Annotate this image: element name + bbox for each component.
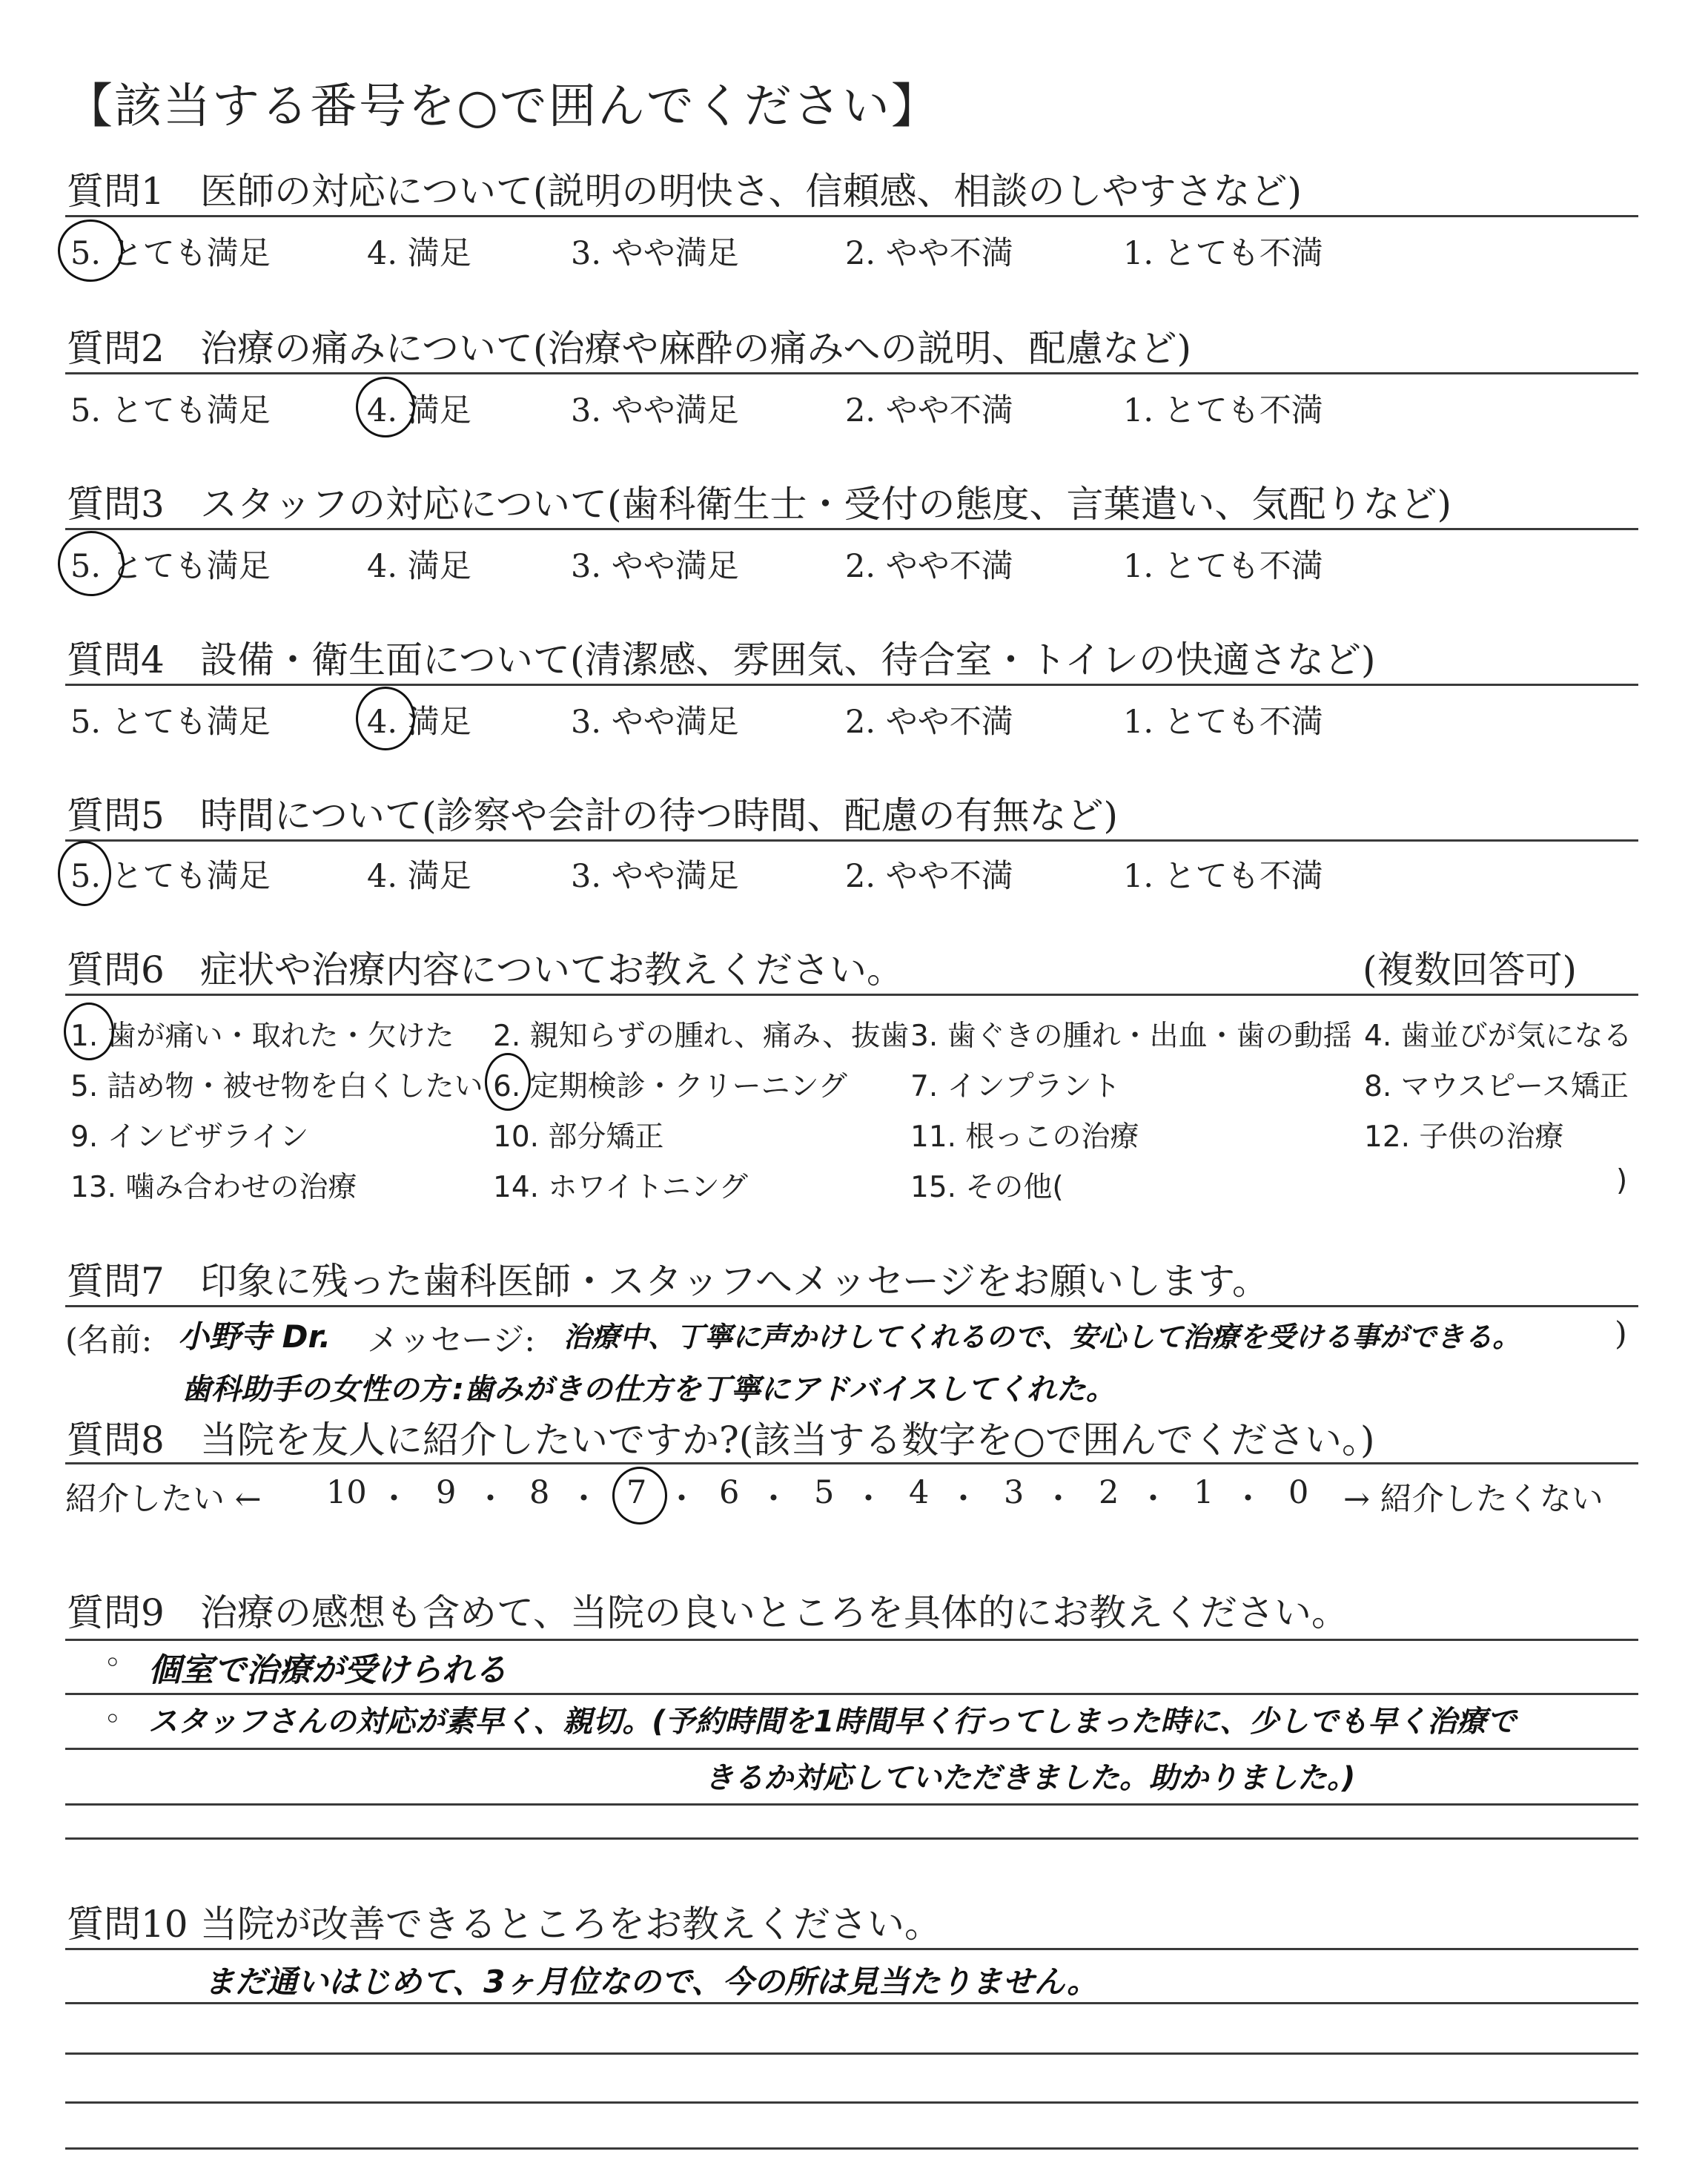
divider	[65, 1462, 1638, 1464]
q10-label: 質問10	[67, 1903, 188, 1946]
q3-text: スタッフの対応について(歯科衛生士・受付の態度、言葉遣い、気配りなど)	[200, 483, 1452, 526]
q2-label: 質問2	[67, 327, 165, 370]
q6-option-4[interactable]: 4. 歯並びが気になる	[1364, 1020, 1632, 1053]
q5-option-4[interactable]: 4. 満足	[367, 858, 471, 895]
q8-scale-dot: ・	[758, 1481, 790, 1518]
q8-scale-9[interactable]: 9	[436, 1474, 457, 1511]
answer-line	[65, 1803, 1638, 1806]
divider	[65, 372, 1638, 374]
q2-option-2[interactable]: 2. やや不満	[845, 392, 1013, 429]
q3-option-1[interactable]: 1. とても不満	[1123, 548, 1323, 585]
q6-answer-circle-1	[64, 1003, 114, 1060]
divider	[65, 839, 1638, 842]
q6-option-6[interactable]: 6. 定期検診・クリーニング	[493, 1070, 847, 1103]
q7-message-answer-1[interactable]: 治療中、丁寧に声かけしてくれるので、安心して治療を受ける事ができる。	[563, 1321, 1521, 1353]
divider	[65, 215, 1638, 217]
q8-scale-1[interactable]: 1	[1194, 1474, 1214, 1511]
q1-text: 医師の対応について(説明の明快さ、信頼感、相談のしやすさなど)	[200, 170, 1302, 213]
q8-scale-7[interactable]: 7	[626, 1474, 647, 1511]
q7-label: 質問7	[67, 1260, 165, 1303]
q6-option-10[interactable]: 10. 部分矯正	[493, 1120, 664, 1154]
q1-option-3[interactable]: 3. やや満足	[571, 235, 739, 272]
q1-answer-circle	[58, 219, 123, 282]
q7-text: 印象に残った歯科医師・スタッフへメッセージをお願いします。	[200, 1260, 1269, 1303]
q8-scale-dot: ・	[1042, 1481, 1074, 1518]
q1-option-1[interactable]: 1. とても不満	[1123, 235, 1323, 272]
answer-line	[65, 1693, 1638, 1695]
q7-message-answer-2[interactable]: :歯みがきの仕方を丁寧にアドバイスしてくれた。	[452, 1373, 1116, 1407]
q3-option-4[interactable]: 4. 満足	[367, 548, 471, 585]
answer-line	[65, 2147, 1638, 2150]
q6-option-12[interactable]: 12. 子供の治療	[1364, 1120, 1564, 1154]
q2-option-4[interactable]: 4. 満足	[367, 392, 471, 429]
q8-scale-5[interactable]: 5	[814, 1474, 835, 1511]
q7-name-answer-2[interactable]: 歯科助手の女性の方	[182, 1373, 448, 1407]
page-title: 【該当する番号を○で囲んでください】	[65, 79, 940, 134]
divider	[65, 684, 1638, 686]
divider	[65, 528, 1638, 530]
answer-line	[65, 1748, 1638, 1750]
divider	[65, 1948, 1638, 1950]
q8-scale-dot: ・	[1232, 1481, 1264, 1518]
q3-option-5[interactable]: 5. とても満足	[70, 548, 271, 585]
q1-option-2[interactable]: 2. やや不満	[845, 235, 1013, 272]
q8-scale-dot: ・	[853, 1481, 884, 1518]
q8-scale-dot: ・	[474, 1481, 506, 1518]
q9-label: 質問9	[67, 1591, 165, 1634]
q5-text: 時間について(診察や会計の待つ時間、配慮の有無など)	[200, 794, 1119, 837]
q10-text: 当院が改善できるところをお教えください。	[200, 1903, 941, 1946]
q8-scale-dot: ・	[378, 1481, 410, 1518]
q3-option-2[interactable]: 2. やや不満	[845, 548, 1013, 585]
q6-text: 症状や治療内容についてお教えください。	[200, 948, 904, 991]
q2-text: 治療の痛みについて(治療や麻酔の痛みへの説明、配慮など)	[200, 327, 1192, 370]
q8-scale-10[interactable]: 10	[326, 1474, 367, 1511]
divider	[65, 994, 1638, 996]
bullet-icon: ◦	[104, 1646, 122, 1680]
q8-text: 当院を友人に紹介したいですか?(該当する数字を○で囲んでください。)	[200, 1418, 1375, 1462]
q3-option-3[interactable]: 3. やや満足	[571, 548, 739, 585]
q8-scale-3[interactable]: 3	[1004, 1474, 1025, 1511]
bullet-icon: ◦	[104, 1702, 122, 1737]
q4-option-5[interactable]: 5. とても満足	[70, 704, 271, 741]
q8-scale-0[interactable]: 0	[1288, 1474, 1309, 1511]
q6-option-11[interactable]: 11. 根っこの治療	[910, 1120, 1139, 1154]
q6-option-2[interactable]: 2. 親知らずの腫れ、痛み、抜歯	[493, 1020, 910, 1053]
q8-scale-dot: ・	[947, 1481, 979, 1518]
q6-option-3[interactable]: 3. 歯ぐきの腫れ・出血・歯の動揺	[910, 1020, 1352, 1053]
q6-option-15[interactable]: 15. その他(	[910, 1171, 1064, 1204]
q6-option-13[interactable]: 13. 噛み合わせの治療	[70, 1171, 357, 1204]
q1-option-4[interactable]: 4. 満足	[367, 235, 471, 272]
q6-option-9[interactable]: 9. インビザライン	[70, 1120, 309, 1154]
q8-scale-dot: ・	[1137, 1481, 1169, 1518]
answer-line	[65, 2101, 1638, 2104]
q1-label: 質問1	[67, 170, 165, 213]
q5-answer-circle	[58, 841, 111, 906]
answer-line	[65, 2052, 1638, 2055]
q8-scale-8[interactable]: 8	[529, 1474, 550, 1511]
q8-scale-4[interactable]: 4	[909, 1474, 930, 1511]
q3-answer-circle	[58, 531, 125, 596]
q6-option-5[interactable]: 5. 詰め物・被せ物を白くしたい	[70, 1070, 483, 1103]
q10-answer-line-1[interactable]: まだ通いはじめて、3ヶ月位なので、今の所は見当たりません。	[204, 1964, 1099, 2000]
divider	[65, 1305, 1638, 1307]
q9-answer-line-2[interactable]: スタッフさんの対応が素早く、親切。(予約時間を1時間早く行ってしまった時に、少しでも早く治療で	[148, 1705, 1517, 1739]
q5-label: 質問5	[67, 794, 165, 837]
q6-note: (複数回答可)	[1363, 948, 1578, 991]
q4-option-2[interactable]: 2. やや不満	[845, 704, 1013, 741]
q3-label: 質問3	[67, 483, 165, 526]
q8-scale-dot: ・	[568, 1481, 600, 1518]
q7-name-answer-1[interactable]: 小野寺 Dr.	[178, 1318, 331, 1355]
q6-option-1[interactable]: 1. 歯が痛い・取れた・欠けた	[70, 1020, 454, 1053]
q8-label: 質問8	[67, 1418, 165, 1462]
q2-option-5[interactable]: 5. とても満足	[70, 392, 271, 429]
q8-scale-6[interactable]: 6	[719, 1474, 740, 1511]
q6-option-15-close: )	[1616, 1164, 1628, 1198]
q4-option-4[interactable]: 4. 満足	[367, 704, 471, 741]
q6-option-14[interactable]: 14. ホワイトニング	[493, 1171, 748, 1204]
q5-option-2[interactable]: 2. やや不満	[845, 858, 1013, 895]
q4-answer-circle	[356, 687, 415, 750]
q7-message-label: メッセージ:	[367, 1322, 535, 1359]
q8-answer-circle	[612, 1467, 667, 1525]
q6-label: 質問6	[67, 948, 165, 991]
q5-option-1[interactable]: 1. とても不満	[1123, 858, 1323, 895]
q9-text: 治療の感想も含めて、当院の良いところを具体的にお教えください。	[200, 1591, 1348, 1634]
q9-answer-line-3[interactable]: きるか対応していただきました。助かりました。)	[704, 1761, 1356, 1795]
q5-option-3[interactable]: 3. やや満足	[571, 858, 739, 895]
q6-answer-circle-6	[485, 1053, 531, 1111]
q6-option-7[interactable]: 7. インプラント	[910, 1070, 1121, 1103]
q8-scale-2[interactable]: 2	[1099, 1474, 1119, 1511]
q9-answer-line-1[interactable]: 個室で治療が受けられる	[148, 1651, 507, 1689]
q2-option-1[interactable]: 1. とても不満	[1123, 392, 1323, 429]
q4-label: 質問4	[67, 638, 165, 681]
answer-line	[65, 1837, 1638, 1840]
q1-option-5[interactable]: 5. とても満足	[70, 235, 271, 272]
q2-option-3[interactable]: 3. やや満足	[571, 392, 739, 429]
q8-scale-dot: ・	[666, 1481, 698, 1518]
q7-name-label: (名前:	[65, 1322, 153, 1359]
q7-close-paren: )	[1615, 1315, 1627, 1353]
q5-option-5[interactable]: 5. とても満足	[70, 858, 271, 895]
q6-option-8[interactable]: 8. マウスピース矯正	[1364, 1070, 1629, 1103]
q8-right-label: → 紹介したくない	[1343, 1481, 1603, 1518]
q4-text: 設備・衛生面について(清潔感、雰囲気、待合室・トイレの快適さなど)	[200, 638, 1376, 681]
q2-answer-circle	[356, 377, 415, 437]
q4-option-1[interactable]: 1. とても不満	[1123, 704, 1323, 741]
answer-line	[65, 2002, 1638, 2004]
q8-left-label: 紹介したい ←	[65, 1481, 262, 1518]
q4-option-3[interactable]: 3. やや満足	[571, 704, 739, 741]
divider	[65, 1639, 1638, 1641]
